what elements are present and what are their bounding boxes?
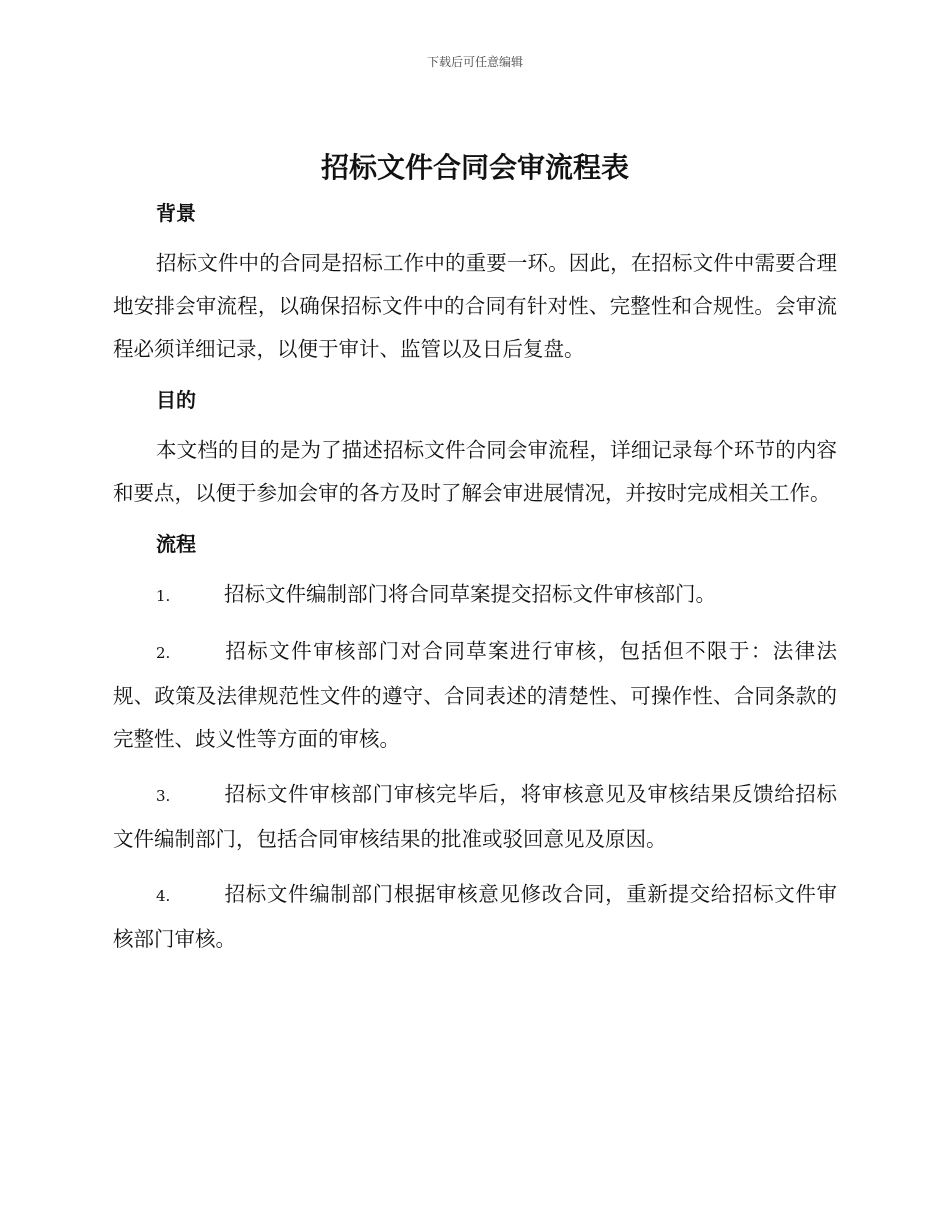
process-step	[113, 873, 837, 961]
section-heading-background: 背景	[156, 201, 196, 225]
section-process	[113, 527, 837, 961]
document-body	[113, 196, 837, 961]
page-header-note: 下载后可任意编辑	[426, 55, 523, 69]
section-background	[113, 196, 837, 371]
step-text: 招标文件审核部门审核完毕后，将审核意见及审核结果反馈给招标文件编制部门，包括合同审核结果的批准或驳回意见及原因。	[113, 782, 837, 851]
section-heading-process: 流程	[156, 532, 196, 556]
step-text: 招标文件审核部门对合同草案进行审核，包括但不限于：法律法规、政策及法律规范性文件的遵守、合同表述的清楚性、可操作性、合同条款的完整性、歧义性等方面的审核。	[113, 639, 837, 751]
background-paragraph: 招标文件中的合同是招标工作中的重要一环。因此，在招标文件中需要合理地安排会审流程，以确保招标文件中的合同有针对性、完整性和合规性。会审流程必须详细记录，以便于审计、监管以及日后复盘。	[113, 251, 837, 361]
step-text: 招标文件编制部门将合同草案提交招标文件审核部门。	[224, 582, 716, 606]
step-number: 2.	[156, 644, 171, 662]
purpose-paragraph: 本文档的目的是为了描述招标文件合同会审流程，详细记录每个环节的内容和要点，以便于参加会审的各方及时了解会审进展情况，并按时完成相关工作。	[113, 438, 837, 505]
process-step	[113, 573, 837, 618]
step-number: 4.	[156, 887, 171, 905]
section-heading-purpose: 目的	[156, 388, 196, 412]
step-number: 1.	[156, 587, 171, 605]
step-number: 3.	[156, 787, 171, 805]
process-step	[113, 773, 837, 861]
section-purpose	[113, 383, 837, 515]
step-text: 招标文件编制部门根据审核意见修改合同，重新提交给招标文件审核部门审核。	[113, 882, 837, 951]
process-step	[113, 630, 837, 761]
document-title: 招标文件合同会审流程表	[320, 151, 629, 184]
